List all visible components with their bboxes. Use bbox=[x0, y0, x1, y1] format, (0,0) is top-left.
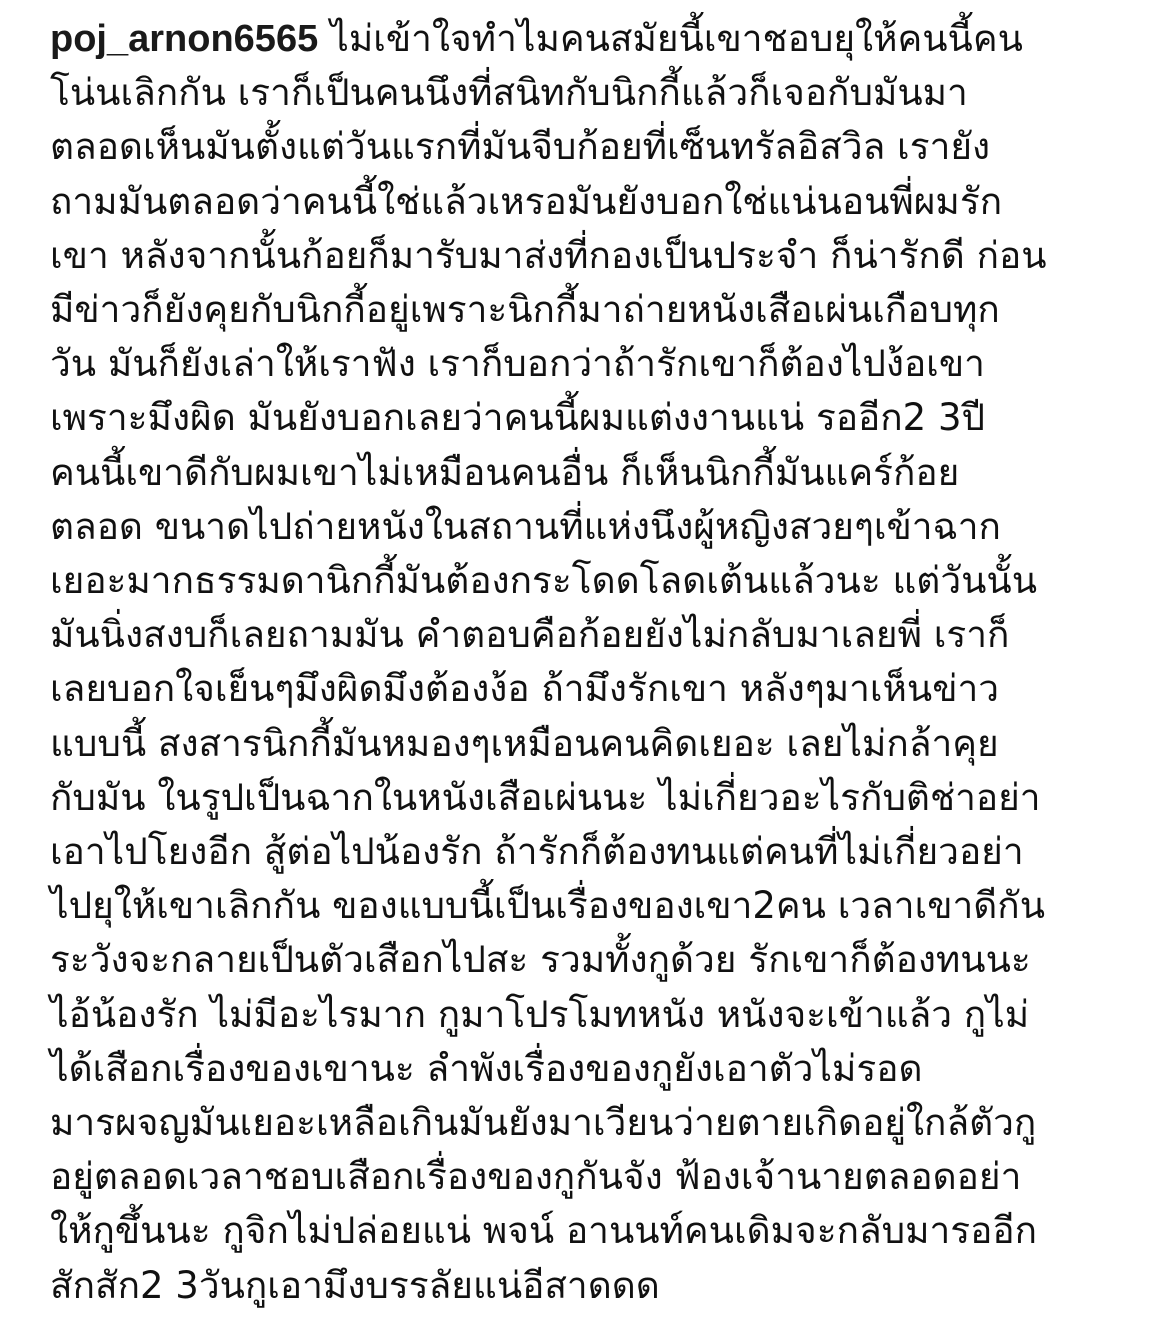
comment-line: สักสัก2 3วันกูเอามึงบรรลัยแน่อีสาดดด bbox=[50, 1263, 660, 1307]
comment-line: มันนิ่งสงบก็เลยถามมัน คำตอบคือก้อยยังไม่กลับมาเลยพี่ เราก็ bbox=[50, 613, 1010, 657]
comment-line: แบบนี้ สงสารนิกกี้มันหมองๆเหมือนคนคิดเยอะ เลยไม่กล้าคุย bbox=[50, 721, 999, 765]
comment-line: ไปยุให้เขาเลิกกัน ของแบบนี้เป็นเรื่องของเขา2คน เวลาเขาดีกัน bbox=[50, 884, 1046, 928]
comment-line bbox=[50, 12, 1130, 66]
comment-line: วัน มันก็ยังเล่าให้เราฟัง เราก็บอกว่าถ้ารักเขาก็ต้องไปง้อเขา bbox=[50, 342, 985, 386]
comment-line: ระวังจะกลายเป็นตัวเสือกไปสะ รวมทั้งกูด้วย รักเขาก็ต้องทนนะ bbox=[50, 938, 1031, 982]
comment-line: เอาไปโยงอีก สู้ต่อไปน้องรัก ถ้ารักก็ต้องทนแต่คนที่ไม่เกี่ยวอย่า bbox=[50, 830, 1024, 874]
comment-line: เขา หลังจากนั้นก้อยก็มารับมาส่งที่กองเป็นประจำ ก็น่ารักดี ก่อน bbox=[50, 233, 1047, 277]
comment-line: ไอ้น้องรัก ไม่มีอะไรมาก กูมาโปรโมทหนัง หนังจะเข้าแล้ว กูไม่ bbox=[50, 992, 1030, 1036]
comment-line: ได้เสือกเรื่องของเขานะ ลำพังเรื่องของกูยังเอาตัวไม่รอด bbox=[50, 1046, 923, 1090]
comment-line: กับมัน ในรูปเป็นฉากในหนังเสือเผ่นนะ ไม่เกี่ยวอะไรกับติช่าอย่า bbox=[50, 775, 1041, 819]
comment-text bbox=[50, 12, 1130, 1313]
comment-line: ถามมันตลอดว่าคนนี้ใช่แล้วเหรอมันยังบอกใช่แน่นอนพี่ผมรัก bbox=[50, 179, 1003, 223]
comment-line: ตลอดเห็นมันตั้งแต่วันแรกที่มันจีบก้อยที่เซ็นทรัลอิสวิล เรายัง bbox=[50, 125, 991, 169]
comment-line: โน่นเลิกกัน เราก็เป็นคนนึงที่สนิทกับนิกกี้แล้วก็เจอกับมันมา bbox=[50, 71, 968, 115]
comment-line: มารผจญมันเยอะเหลือเกินมันยังมาเวียนว่ายตายเกิดอยู่ใกล้ตัวกู bbox=[50, 1101, 1037, 1145]
username-link[interactable]: poj_arnon6565 bbox=[50, 18, 319, 60]
comment-line-text: ไม่เข้าใจทำไมคนสมัยนี้เขาชอบยุให้คนนี้คน bbox=[330, 17, 1023, 60]
cutoff-glyph bbox=[300, 1312, 320, 1327]
comment-line: ตลอด ขนาดไปถ่ายหนังในสถานที่แห่งนึงผู้หญิงสวยๆเข้าฉาก bbox=[50, 504, 1001, 548]
comment-line: เพราะมึงผิด มันยังบอกเลยว่าคนนี้ผมแต่งงานแน่ รออีก2 3ปี bbox=[50, 396, 986, 440]
comment-line: เลยบอกใจเย็นๆมึงผิดมึงต้องง้อ ถ้ามึงรักเขา หลังๆมาเห็นข่าว bbox=[50, 667, 1000, 711]
comment-line: อยู่ตลอดเวลาชอบเสือกเรื่องของกูกันจัง ฟ้องเจ้านายตลอดอย่า bbox=[50, 1155, 1022, 1199]
comment-line: ให้กูขึ้นนะ กูจิกไม่ปล่อยแน่ พจน์ อานนท์คนเดิมจะกลับมารออีก bbox=[50, 1209, 1038, 1253]
cutoff-next-line bbox=[300, 1312, 320, 1327]
comment-line: เยอะมากธรรมดานิกกี้มันต้องกระโดดโลดเต้นแล้วนะ แต่วันนั้น bbox=[50, 559, 1037, 603]
comment-line: มีข่าวก็ยังคุยกับนิกกี้อยู่เพราะนิกกี้มาถ่ายหนังเสือเผ่นเกือบทุก bbox=[50, 288, 1000, 332]
comment-line: คนนี้เขาดีกับผมเขาไม่เหมือนคนอื่น ก็เห็นนิกกี้มันแคร์ก้อย bbox=[50, 450, 960, 494]
